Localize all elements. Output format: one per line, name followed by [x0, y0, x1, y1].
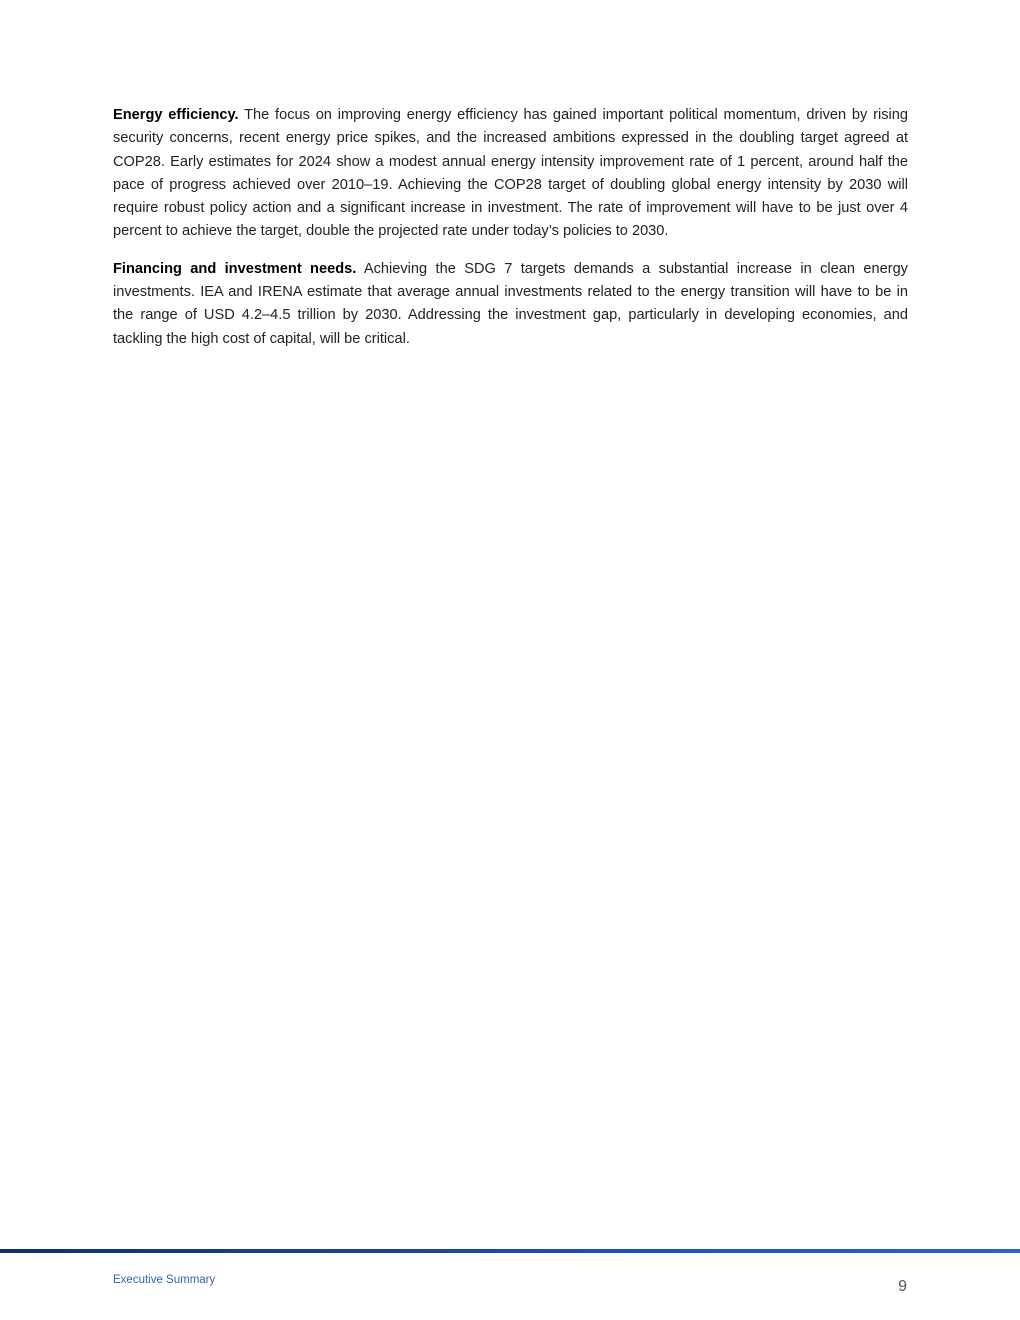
- main-content: [113, 104, 908, 365]
- paragraph-financing-investment: [113, 258, 908, 351]
- footer-section-label: Executive Summary: [113, 1274, 216, 1286]
- paragraph-heading: Energy efficiency.: [113, 107, 239, 123]
- page-number: 9: [898, 1278, 907, 1295]
- paragraph-body: The focus on improving energy efficiency has gained important political momentum, driven by rising security concerns, recent energy price spikes, and the increased ambitions expressed in the doubling target agreed at COP28. Early estimates for 2024 show a modest annual energy intensity improvement rate of 1 percent, around half the pace of progress achieved over 2010–19. Achieving the COP28 target of doubling global energy intensity by 2030 will require robust policy action and a significant increase in investment. The rate of improvement will have to be just over 4 percent to achieve the target, double the projected rate under today’s policies to 2030.: [113, 107, 908, 240]
- paragraph-energy-efficiency: [113, 104, 908, 244]
- footer-rule: [0, 1249, 1020, 1253]
- paragraph-body: Achieving the SDG 7 targets demands a substantial increase in clean energy investments. IEA and IRENA estimate that average annual investments related to the energy transition will have to be in the range of USD 4.2–4.5 trillion by 2030. Addressing the investment gap, particularly in developing economies, and tackling the high cost of capital, will be critical.: [113, 260, 908, 347]
- paragraph-heading: Financing and investment needs.: [113, 260, 357, 277]
